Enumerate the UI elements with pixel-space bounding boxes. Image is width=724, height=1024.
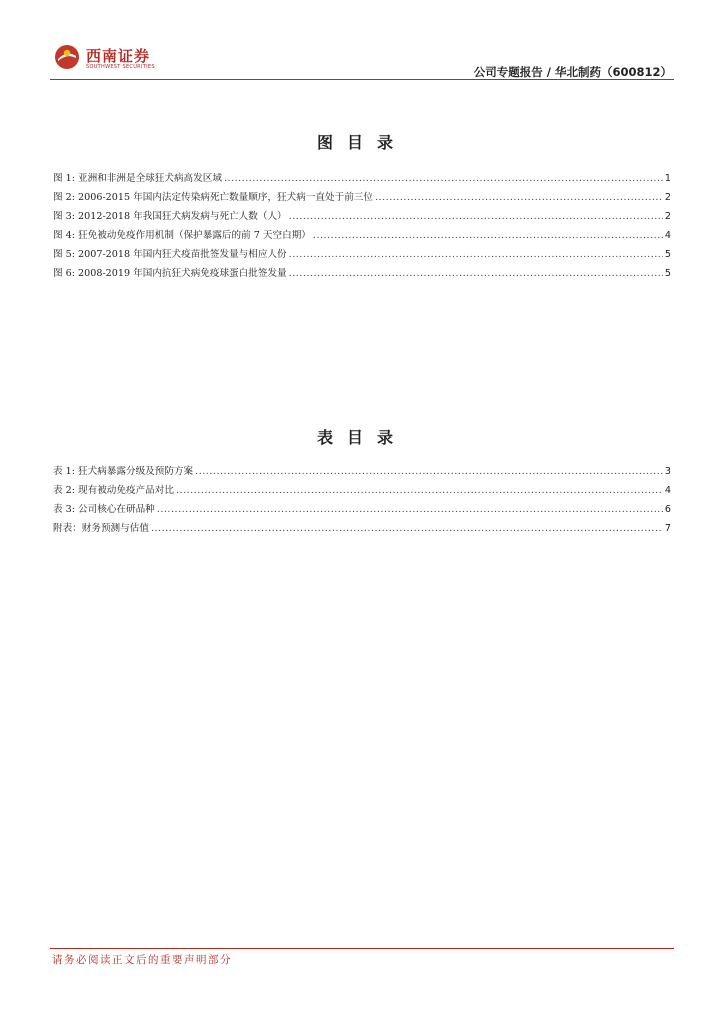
toc-leader <box>289 211 663 222</box>
toc-item-label: 表 3: 公司核心在研品种 <box>53 504 155 515</box>
toc-item-label: 图 1: 亚洲和非洲是全球狂犬病高发区域 <box>53 173 222 184</box>
toc-leader <box>289 268 663 279</box>
toc-item[interactable] <box>53 189 671 208</box>
toc-leader <box>224 173 663 184</box>
toc-item-page: 1 <box>664 173 671 184</box>
toc-leader <box>313 230 663 241</box>
table-list-heading: 表目录 <box>316 428 407 447</box>
toc-item-label: 附表：财务预测与估值 <box>53 523 149 534</box>
toc-item-label: 图 4: 狂免被动免疫作用机制（保护暴露后的前 7 天空白期） <box>53 230 311 241</box>
footer-disclaimer: 请务必阅读正文后的重要声明部分 <box>52 954 232 966</box>
toc-item[interactable] <box>53 501 671 520</box>
toc-item[interactable] <box>53 265 671 284</box>
toc-item[interactable] <box>53 520 671 539</box>
toc-leader <box>375 192 663 203</box>
toc-item[interactable] <box>53 463 671 482</box>
toc-item[interactable] <box>53 246 671 265</box>
toc-leader <box>176 485 663 496</box>
toc-item[interactable] <box>53 170 671 189</box>
toc-leader <box>157 504 663 515</box>
figure-list-heading: 图目录 <box>316 133 407 152</box>
toc-item-page: 2 <box>664 192 671 203</box>
toc-item-page: 6 <box>664 504 671 515</box>
company-logo <box>54 44 164 74</box>
toc-item-page: 5 <box>664 268 671 279</box>
footer-divider <box>50 948 674 949</box>
logo-text-en: SOUTHWEST SECURITIES <box>86 64 155 70</box>
logo-text-cn: 西南证券 <box>86 47 151 65</box>
header-divider <box>50 79 674 80</box>
figure-list <box>53 170 671 284</box>
toc-item[interactable] <box>53 227 671 246</box>
report-title: 公司专题报告 / 华北制药（600812） <box>473 65 672 79</box>
toc-item-page: 7 <box>664 523 671 534</box>
toc-item-page: 4 <box>664 230 671 241</box>
toc-item-page: 2 <box>664 211 671 222</box>
toc-item[interactable] <box>53 208 671 227</box>
toc-item-label: 表 1: 狂犬病暴露分级及预防方案 <box>53 466 194 477</box>
table-list <box>53 463 671 539</box>
toc-item-label: 图 2: 2006-2015 年国内法定传染病死亡数量顺序，狂犬病一直处于前三位 <box>53 192 373 203</box>
toc-item-page: 3 <box>664 466 671 477</box>
toc-item-label: 图 3: 2012-2018 年我国狂犬病发病与死亡人数（人） <box>53 211 287 222</box>
toc-item-page: 4 <box>664 485 671 496</box>
toc-leader <box>289 249 663 260</box>
toc-item-page: 5 <box>664 249 671 260</box>
toc-leader <box>195 466 663 477</box>
toc-item-label: 表 2: 现有被动免疫产品对比 <box>53 485 174 496</box>
toc-leader <box>151 523 663 534</box>
logo-mark-icon <box>54 44 80 70</box>
toc-item-label: 图 6: 2008-2019 年国内抗狂犬病免疫球蛋白批签发量 <box>53 268 287 279</box>
toc-item-label: 图 5: 2007-2018 年国内狂犬疫苗批签发量与相应人份 <box>53 249 287 260</box>
toc-item[interactable] <box>53 482 671 501</box>
